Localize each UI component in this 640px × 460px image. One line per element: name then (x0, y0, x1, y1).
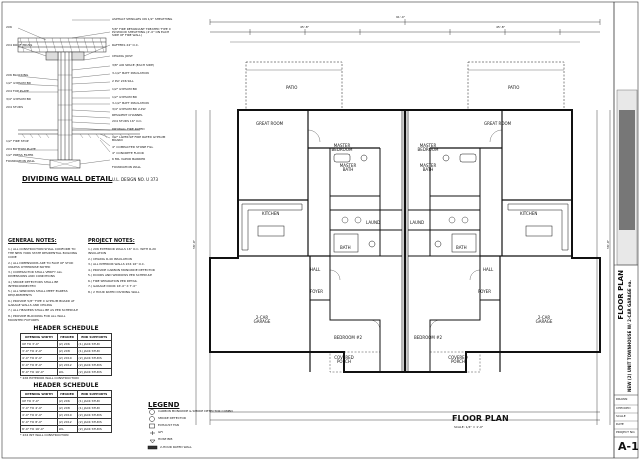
room-label-master-bath: MASTER BATH (419, 163, 437, 172)
title-field: PROJECT NO. (616, 430, 636, 434)
table-cell: 4'-0" TO 6'-0" (21, 412, 58, 419)
legend-item: EXHAUST FAN (158, 423, 179, 427)
table-row (21, 412, 112, 419)
wall-label-left: FOUNDATION WALL (6, 159, 36, 163)
general-note: 8.) PROVIDE BLOCKING FOR ALL WALL MOUNTED FIXTURES (8, 313, 66, 322)
table-cell: (2) 2X6 (57, 341, 77, 348)
room-label-foyer: FOYER (310, 289, 323, 294)
drawing-number: A-1 (618, 440, 639, 453)
room-label-great-room: GREAT ROOM (256, 121, 284, 126)
room-label-master-bedroom: MASTER BEDROOM (331, 143, 353, 152)
table-row (21, 405, 112, 412)
room-label-kitchen: KITCHEN (262, 211, 280, 216)
table-row (21, 369, 112, 376)
general-notes-list (8, 247, 80, 323)
column-header: HEADER (57, 391, 77, 398)
room-label-bedroom2: BEDROOM #2 (334, 335, 363, 340)
room-label-garage: 2-CAR GARAGE (253, 315, 271, 324)
project-notes-list (88, 247, 160, 295)
wall-label-right: 2X4 STUDS 16" O.C. (112, 119, 143, 123)
column-header: HEADER (57, 334, 77, 341)
room-label-patio: PATIO (286, 85, 298, 90)
project-name: NEW (2) UNIT TOWNHOUSE W/ 2-CAR GARAGE ea. (627, 280, 632, 392)
wall-detail-title: DIVIDING WALL DETAIL (22, 175, 113, 183)
project-note: 4.) PROVIDE CARBON MONOXIDE DETECTOR (88, 267, 155, 272)
wall-label-left: 3/4" GYPSUM BD (6, 97, 31, 101)
column-header: END SUPPORTS (77, 391, 111, 398)
room-label-laundry: LAUND (410, 220, 425, 225)
project-notes-title: PROJECT NOTES: (88, 238, 135, 244)
table-cell: (1) JACK STUD (77, 405, 111, 412)
table-cell: 4'-0" TO 6'-0" (21, 355, 58, 362)
wall-label-left: 1/2" FIRE STOP (6, 139, 29, 143)
room-label-bath: BATH (340, 245, 351, 250)
table-cell: (2) JACK STUDS (77, 362, 111, 369)
legend-item: GFI (158, 430, 163, 434)
table-cell: (2) 2X6 (57, 398, 77, 405)
floor-plan-title: FLOOR PLAN (452, 414, 509, 423)
general-note: 5.) ALL WINDOWS SHALL MEET EGRESS REQUIREMENTS (8, 289, 68, 297)
table-cell: (2) 2X8 (57, 348, 77, 355)
room-label-hall: HALL (483, 267, 494, 272)
table-cell: LVL (57, 426, 77, 433)
title-field: DATE (616, 422, 624, 426)
general-note: 6.) PROVIDE 5/8" TYPE X GYPSUM BOARD AT GARAGE WALLS AND CEILING (8, 298, 75, 307)
header-schedule-title: HEADER SCHEDULE (33, 382, 99, 389)
wall-label-left: 2X4 BOTTOM PLATE (6, 147, 36, 151)
wall-label-right: 1/2" LAYER OF FIRE RATED GYPSUM BOARD (112, 135, 166, 142)
general-note: 7.) ALL HEADERS SHALL BE AS PER SCHEDULE (8, 308, 78, 312)
table-cell: 6'-0" TO 8'-0" (21, 419, 58, 426)
table-cell: (2) 2X12 (57, 362, 77, 369)
project-note: 2.) CEILING R-49 INSULATION (88, 256, 132, 261)
general-note: 4.) SMOKE DETECTORS SHALL BE INTERCONNECTED (8, 279, 59, 288)
wall-label-right: ASPHALT SHINGLES ON 1/2" SHEATHING (112, 17, 173, 21)
room-label-kitchen: KITCHEN (520, 211, 538, 216)
table-row (21, 348, 112, 355)
header-schedule-title: HEADER SCHEDULE (33, 325, 99, 332)
room-label-covered-porch: COVERED PORCH (334, 355, 354, 364)
wall-label-right: 3-1/2" BATT INSULATION (112, 71, 149, 75)
wall-label-right: 3/4" GYPSUM BD 2-PLY (112, 107, 146, 111)
room-label-hall: HALL (310, 267, 321, 272)
legend-item: 2-HOUR RATED WALL (160, 445, 192, 449)
title-field: DRAWN (616, 397, 628, 401)
wall-detail-ref: U.L. DESIGN NO. U 373 (112, 177, 159, 182)
column-header: OPENING WIDTH (21, 334, 58, 341)
wall-label-right: FOUNDATION WALL (112, 165, 142, 169)
table-row (21, 419, 112, 426)
table-cell: (2) 2X8 (57, 405, 77, 412)
wall-label-left: 2X4 STUDS (6, 105, 23, 109)
table-cell: (1) JACK STUD (77, 348, 111, 355)
project-note: 7.) GARAGE DOOR 16'-0" X 7'-0" (88, 284, 137, 288)
table-cell: (1) JACK STUD (77, 341, 111, 348)
table-row (21, 341, 112, 348)
table-cell: (1) JACK STUD (77, 398, 111, 405)
wall-label-left: 1/2" PRESS FILTER (6, 153, 34, 157)
project-note: 3.) ALL INTERIOR WALLS 2X4 16" O.C. (88, 262, 145, 266)
wall-label-right: 6 MIL VAPOR BARRIER (112, 157, 146, 161)
project-note: 8.) 2 HOUR RATED DIVIDING WALL (88, 289, 140, 294)
table-cell: 3'-0" TO 4'-0" (21, 348, 58, 355)
wall-label-right: 1/2" GYPSUM BD (112, 95, 137, 99)
project-note: 5.) DOORS AND WINDOWS PER SCHEDULE (88, 273, 153, 277)
wall-label-left: 1/2" GYPSUM BD (6, 81, 31, 85)
dimension-overall-width: 91'-4" (396, 15, 406, 19)
table-row (21, 426, 112, 433)
room-label-covered-porch: COVERED PORCH (448, 355, 468, 364)
table-cell: UP TO 3'-0" (21, 341, 58, 348)
room-label-garage: 2-CAR GARAGE (535, 315, 553, 324)
legend-item: SMOKE DETECTOR (158, 416, 186, 420)
table-row (21, 362, 112, 369)
general-notes-title: GENERAL NOTES: (8, 238, 57, 244)
legend-symbols (148, 410, 157, 450)
wall-label-left: 2X6 BLOCKING (6, 73, 29, 77)
wall-label-right: 3-1/2" BATT INSULATION (112, 101, 149, 105)
table-cell: (2) JACK STUDS (77, 419, 111, 426)
dimension-depth: 58'-0" (606, 240, 610, 250)
column-header: OPENING WIDTH (21, 391, 58, 398)
table-cell: (2) 2X10 (57, 355, 77, 362)
sheet-name: FLOOR PLAN (617, 270, 625, 320)
table-row (21, 398, 112, 405)
wall-label-right: CEILING JOIST (112, 54, 133, 58)
legend-item: CARBON MONOXIDE & SMOKE DETECTOR COMBO (158, 409, 233, 413)
table-cell: 6'-0" TO 8'-0" (21, 362, 58, 369)
table-cell: 3'-0" TO 4'-0" (21, 405, 58, 412)
header-schedule-table (20, 333, 112, 376)
table-cell: (2) JACK STUDS (77, 426, 111, 433)
general-note: 1.) ALL CONSTRUCTION SHALL CONFORM TO THE NEW YORK STATE RESIDENTIAL BUILDING CODE (8, 247, 78, 259)
floor-plan-scale: SCALE: 1/4" = 1'-0" (454, 425, 484, 429)
wall-label-right: RAFTERS 24" O.C. (112, 43, 139, 47)
header-schedule-footnote: * 2X6 EXTERIOR WALL CONSTRUCTION (20, 376, 79, 380)
project-note: 1.) 2X6 EXTERIOR WALLS 16" O.C. WITH R-20 INSULATION (88, 247, 156, 255)
dimension-depth: 58'-0" (192, 240, 196, 250)
wall-label-right: 5/8" FIRE RETARDANT TREATED TYPE X PLYWOOD SHEATHING (4'-0" ON EACH SIDE OF FIRE WALL) (112, 27, 171, 37)
room-label-bedroom2: BEDROOM #2 (414, 335, 443, 340)
wall-label-right: 3/8" AIR SPACE (EACH SIDE) (112, 63, 155, 67)
room-label-master-bedroom: MASTER BEDROOM (417, 143, 439, 152)
wall-label-left: 2X4 TOP PLATE (6, 89, 29, 93)
header-schedule-footnote: * 2X4 INT WALL CONSTRUCTION (20, 433, 69, 437)
legend-title: LEGEND (148, 401, 180, 409)
wall-label-left: 2X6 (6, 25, 12, 29)
table-cell: (2) 2X12 (57, 419, 77, 426)
general-note: 3.) CONTRACTOR SHALL VERIFY ALL DIMENSIONS AND CONDITIONS (8, 270, 63, 278)
wall-label-left: 2X4 ROOF TRUSS (6, 43, 33, 47)
project-note: 6.) FIRE SEPARATION PER DETAIL (88, 278, 138, 283)
room-label-master-bath: MASTER BATH (339, 163, 357, 172)
room-label-laundry: LAUND (366, 220, 381, 225)
floor-plan-drawing (196, 19, 610, 425)
header-schedule-table (20, 390, 112, 433)
wall-label-right: RESILIENT CHANNEL (112, 113, 143, 117)
title-field: SCALE (616, 414, 626, 418)
table-cell: (2) JACK STUDS (77, 412, 111, 419)
room-label-patio: PATIO (508, 85, 520, 90)
column-header: END SUPPORTS (77, 334, 111, 341)
table-cell: LVL (57, 369, 77, 376)
table-cell: (2) JACK STUDS (77, 369, 111, 376)
wall-label-right: 4" CONCRETE FLOOR (112, 151, 144, 155)
wall-label-right: DRYWALL FIRE RATED (112, 127, 145, 131)
room-label-great-room: GREAT ROOM (484, 121, 512, 126)
table-cell: (2) 2X10 (57, 412, 77, 419)
room-label-bath: BATH (456, 245, 467, 250)
dimension-half-width: 45'-8" (300, 25, 310, 29)
table-cell: 8'-0" TO 16'-0" (21, 369, 58, 376)
wall-label-right: 4" COMPACTED STONE FILL (112, 145, 154, 149)
legend-item: HOSE BIB (158, 437, 173, 441)
wall-label-right: 1/2" GYPSUM BD (112, 87, 137, 91)
general-note: 2.) ALL DIMENSIONS ARE TO FACE OF STUD UNLESS OTHERWISE NOTED (8, 260, 74, 269)
table-row (21, 355, 112, 362)
table-cell: UP TO 3'-0" (21, 398, 58, 405)
table-cell: (2) JACK STUDS (77, 355, 111, 362)
wall-label-right: 2 PLY 2X6 SILL (112, 79, 134, 83)
dimension-half-width: 45'-8" (496, 25, 506, 29)
table-cell: 8'-0" TO 16'-0" (21, 426, 58, 433)
title-field: CHECKED (616, 406, 631, 410)
room-label-foyer: FOYER (478, 289, 491, 294)
